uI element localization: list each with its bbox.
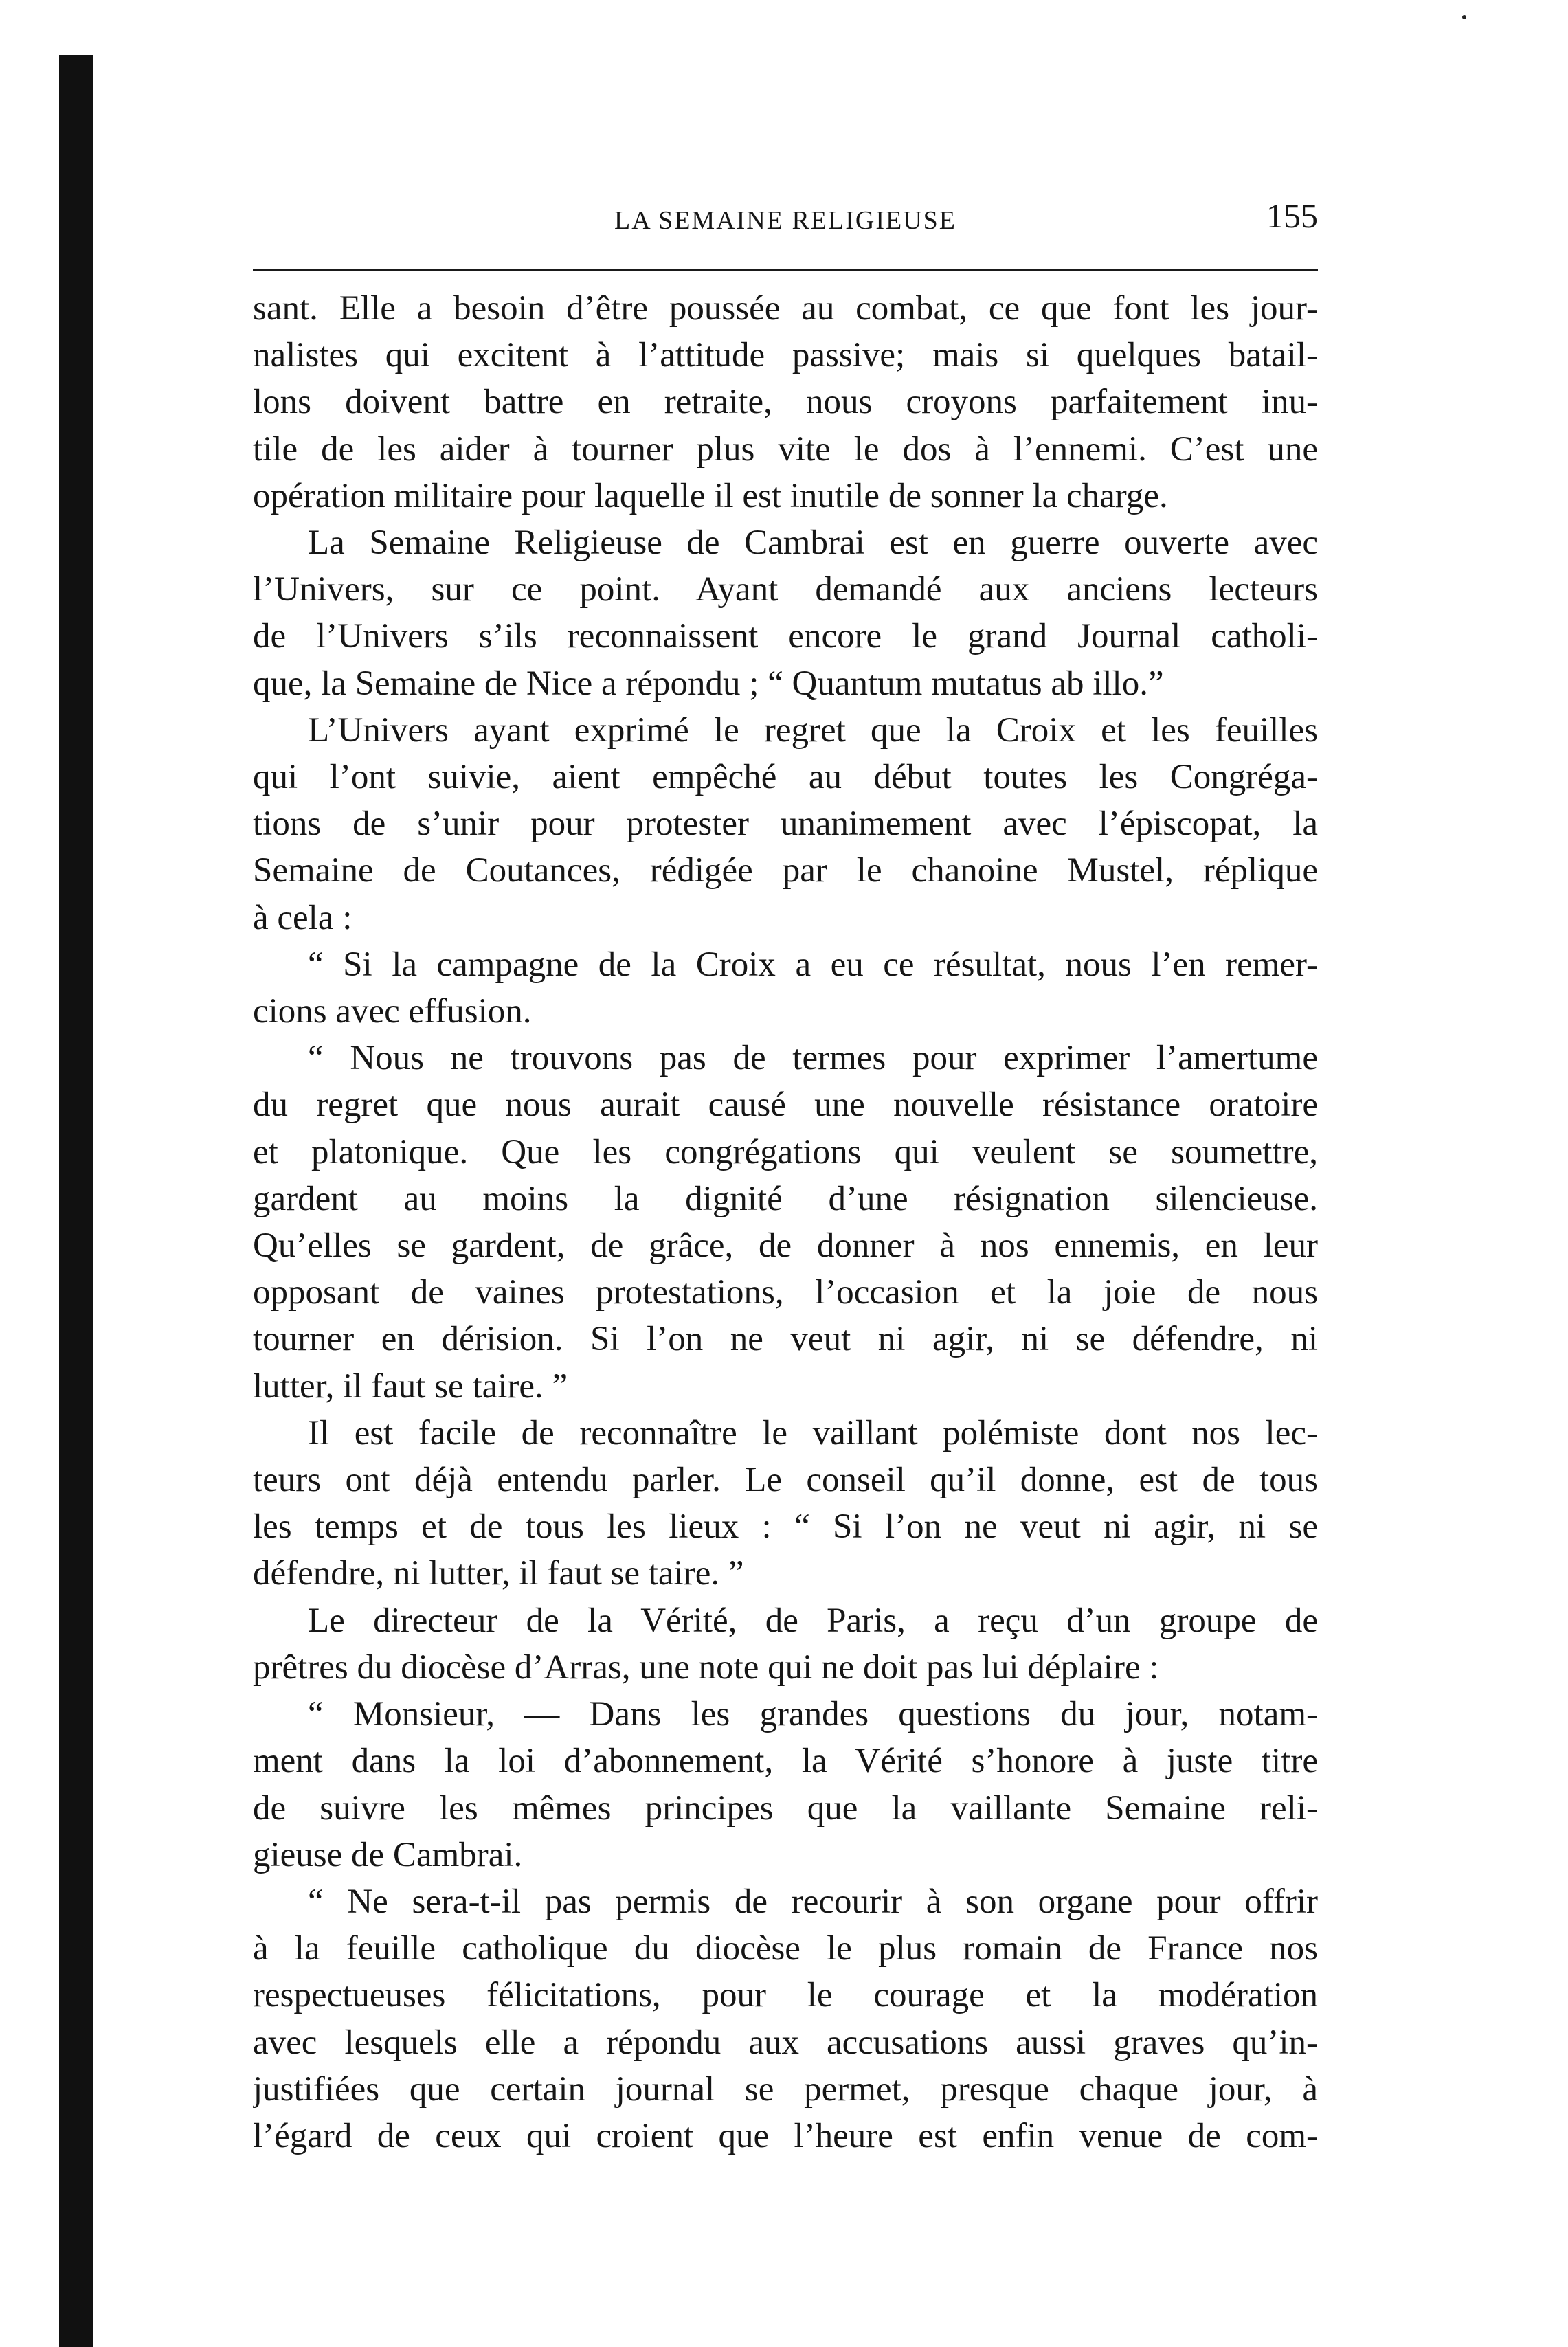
body-text xyxy=(253,285,1318,2159)
text-line: de l’Univers s’ils reconnaissent encore le grand Journal catholi- xyxy=(253,617,1318,656)
text-line: L’Univers ayant exprimé le regret que la Croix et les feuilles xyxy=(308,710,1318,750)
text-line: lons doivent battre en retraite, nous croyons parfaitement inu- xyxy=(253,383,1318,422)
text-line: et platonique. Que les congrégations qui veulent se soumettre, xyxy=(253,1132,1318,1171)
text-line: Il est facile de reconnaître le vaillant polémiste dont nos lec- xyxy=(308,1413,1318,1452)
scan-speck xyxy=(1462,15,1466,19)
text-line: avec lesquels elle a répondu aux accusations aussi graves qu’in- xyxy=(253,2023,1318,2062)
text-line: La Semaine Religieuse de Cambrai est en guerre ouverte avec xyxy=(308,524,1318,563)
text-line: à la feuille catholique du diocèse le plus romain de France nos xyxy=(253,1929,1318,1968)
scan-edge-shadow xyxy=(59,55,93,2347)
text-line: opposant de vaines protestations, l’occasion et la joie de nous xyxy=(253,1273,1318,1312)
text-line: prêtres du diocèse d’Arras, une note qui ne doit pas lui déplaire : xyxy=(253,1648,1159,1687)
text-line: de suivre les mêmes principes que la vaillante Semaine reli- xyxy=(253,1788,1318,1828)
text-line: gieuse de Cambrai. xyxy=(253,1835,523,1874)
text-line: l’Univers, sur ce point. Ayant demandé aux anciens lecteurs xyxy=(253,570,1318,609)
text-line: défendre, ni lutter, il faut se taire. ” xyxy=(253,1554,744,1593)
text-line: sant. Elle a besoin d’être poussée au combat, ce que font les jour- xyxy=(253,289,1318,328)
text-line: les temps et de tous les lieux : “ Si l’on ne veut ni agir, ni se xyxy=(253,1507,1318,1547)
text-line: gardent au moins la dignité d’une résignation silencieuse. xyxy=(253,1179,1318,1218)
header-rule xyxy=(253,269,1318,271)
text-line: opération militaire pour laquelle il est inutile de sonner la charge. xyxy=(253,476,1168,515)
text-line: tions de s’unir pour protester unanimement avec l’épiscopat, la xyxy=(253,805,1318,844)
text-line: qui l’ont suivie, aient empêché au début toutes les Congréga- xyxy=(253,758,1318,797)
text-line: “ Si la campagne de la Croix a eu ce résultat, nous l’en remer- xyxy=(308,945,1318,984)
text-line: à cela : xyxy=(253,898,352,937)
text-line: Semaine de Coutances, rédigée par le chanoine Mustel, réplique xyxy=(253,851,1318,890)
running-title: LA SEMAINE RELIGIEUSE xyxy=(614,206,956,235)
text-line: l’égard de ceux qui croient que l’heure est enfin venue de com- xyxy=(253,2116,1318,2155)
text-line: tile de les aider à tourner plus vite le dos à l’ennemi. C’est une xyxy=(253,429,1318,469)
book-page xyxy=(253,196,1318,2159)
text-line: cions avec effusion. xyxy=(253,992,532,1031)
text-line: “ Nous ne trouvons pas de termes pour exprimer l’amertume xyxy=(308,1039,1318,1078)
text-line: teurs ont déjà entendu parler. Le conseil qu’il donne, est de tous xyxy=(253,1461,1318,1500)
page-number: 155 xyxy=(1266,196,1318,235)
text-line: lutter, il faut se taire. ” xyxy=(253,1367,568,1406)
text-line: du regret que nous aurait causé une nouvelle résistance oratoire xyxy=(253,1086,1318,1125)
text-line: tourner en dérision. Si l’on ne veut ni agir, ni se défendre, ni xyxy=(253,1320,1318,1359)
text-line: que, la Semaine de Nice a répondu ; “ Quantum mutatus ab illo.” xyxy=(253,664,1164,703)
text-line: Le directeur de la Vérité, de Paris, a reçu d’un groupe de xyxy=(308,1601,1318,1640)
text-line: respectueuses félicitations, pour le courage et la modération xyxy=(253,1976,1318,2015)
text-line: “ Monsieur, — Dans les grandes questions du jour, notam- xyxy=(308,1695,1318,1734)
text-line: ment dans la loi d’abonnement, la Vérité s’honore à juste titre xyxy=(253,1742,1318,1781)
text-line: justifiées que certain journal se permet, presque chaque jour, à xyxy=(253,2069,1318,2109)
page-header xyxy=(253,196,1318,252)
text-line: nalistes qui excitent à l’attitude passive; mais si quelques batail- xyxy=(253,336,1318,375)
text-line: Qu’elles se gardent, de grâce, de donner à nos ennemis, en leur xyxy=(253,1226,1318,1266)
text-line: “ Ne sera-t-il pas permis de recourir à son organe pour offrir xyxy=(308,1882,1318,1921)
